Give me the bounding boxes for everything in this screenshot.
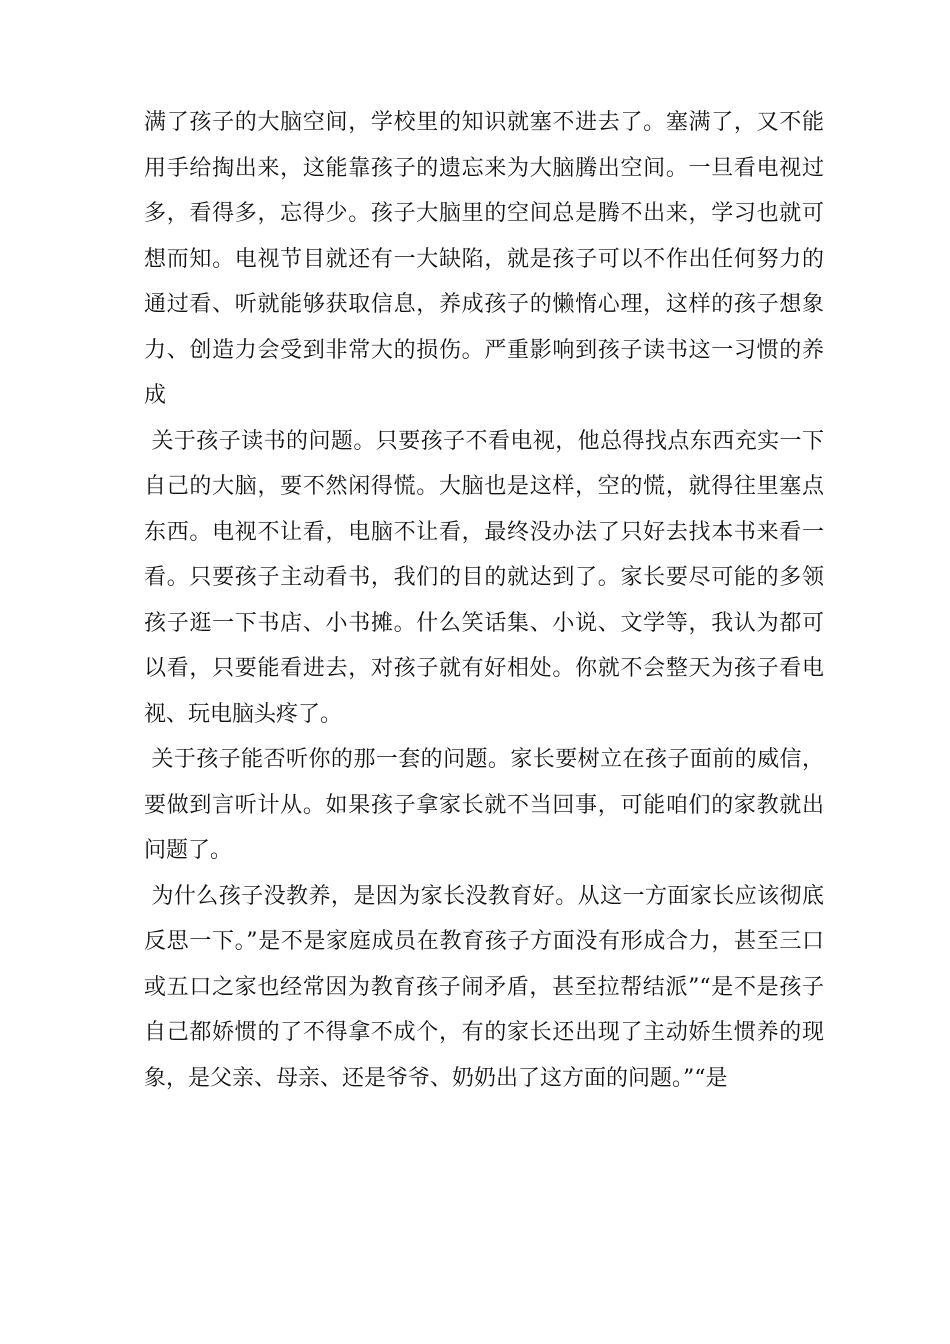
document-body <box>144 100 824 1101</box>
paragraph-2: 关于孩子读书的问题。只要孩子不看电视，他总得找点东西充实一下自己的大脑，要不然闲得慌。大脑也是这样，空的慌，就得往里塞点东西。电视不让看，电脑不让看，最终没办法了只好去找本书来看一看。只要孩子主动看书，我们的目的就达到了。家长要尽可能的多领孩子逛一下书店、小书摊。什么笑话集、小说、文学等，我认为都可以看，只要能看进去，对孩子就有好相处。你就不会整天为孩子看电视、玩电脑头疼了。 <box>144 428 824 727</box>
paragraph-3: 关于孩子能否听你的那一套的问题。家长要树立在孩子面前的威信，要做到言听计从。如果孩子拿家长就不当回事，可能咱们的家教就出问题了。 <box>144 747 824 863</box>
paragraph-1: 满了孩子的大脑空间，学校里的知识就塞不进去了。塞满了，又不能用手给掏出来，这能靠孩子的遗忘来为大脑腾出空间。一旦看电视过多，看得多，忘得少。孩子大脑里的空间总是腾不出来，学习也就可想而知。电视节目就还有一大缺陷，就是孩子可以不作出任何努力的通过看、听就能够获取信息，养成孩子的懒惰心理，这样的孩子想象力、创造力会受到非常大的损伤。严重影响到孩子读书这一习惯的养成 <box>144 110 824 408</box>
paragraph-4: 为什么孩子没教养，是因为家长没教育好。从这一方面家长应该彻底反思一下。”是不是家庭成员在教育孩子方面没有形成合力，甚至三口或五口之家也经常因为教育孩子闹矛盾，甚至拉帮结派”“是不是孩子自己都娇惯的了不得拿不成个，有的家长还出现了主动娇生惯养的现象，是父亲、母亲、还是爷爷、奶奶出了这方面的问题。”“是 <box>144 883 824 1091</box>
